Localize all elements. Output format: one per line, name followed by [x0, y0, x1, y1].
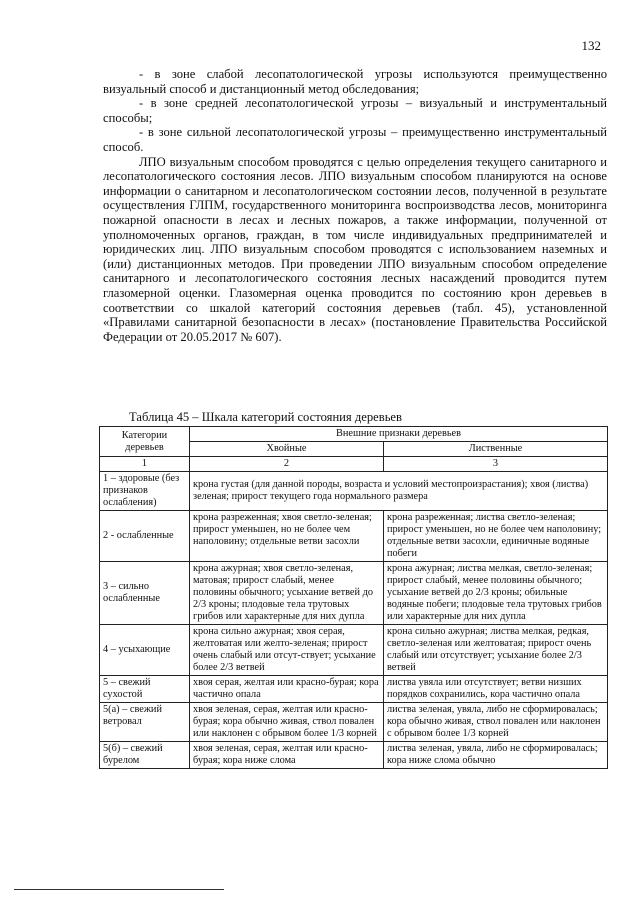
- body-text: [103, 67, 607, 344]
- header-coniferous: Хвойные: [190, 442, 384, 457]
- category-cell: 1 – здоровые (без признаков ослабления): [100, 472, 190, 511]
- footnote-divider: [14, 889, 224, 890]
- category-cell: 5(б) – свежий бурелом: [100, 742, 190, 769]
- deciduous-cell: крона ажурная; листва мелкая, светло-зеленая; прирост слабый, менее половины обычного; усыхание ветвей до 2/3 кроны; обильные водяные побеги; плодовые тела трутовых грибов или характерные для них дупла: [384, 562, 608, 625]
- header-signs: Внешние признаки деревьев: [190, 427, 608, 442]
- coniferous-cell: хвоя зеленая, серая, желтая или красно-бурая; кора обычно живая, ствол повален или наклонен с обрывом более 1/3 корней: [190, 703, 384, 742]
- table-row: [100, 511, 608, 562]
- deciduous-cell: листва зеленая, увяла, либо не сформировалась; кора обычно живая, ствол повален или наклонен с обрывом более 1/3 корней: [384, 703, 608, 742]
- category-cell: 2 - ослабленные: [100, 511, 190, 562]
- deciduous-cell: крона сильно ажурная; листва мелкая, редкая, светло-зеленая или желтоватая; прирост очень слабый или отсутствует; усыхание более 2/3 ветвей: [384, 625, 608, 676]
- column-number: 1: [100, 457, 190, 472]
- table-row: [100, 742, 608, 769]
- deciduous-cell: листва зеленая, увяла, либо не сформировалась; кора ниже слома обычно: [384, 742, 608, 769]
- table-row: [100, 676, 608, 703]
- deciduous-cell: крона разреженная; листва светло-зеленая; прирост уменьшен, но не более чем наполовину; отдельные ветви засохли, единичные водяные побеги: [384, 511, 608, 562]
- paragraph: - в зоне средней лесопатологической угрозы – визуальный и инструментальный способы;: [103, 96, 607, 125]
- column-number: 2: [190, 457, 384, 472]
- table-row: [100, 625, 608, 676]
- paragraph: - в зоне слабой лесопатологической угрозы используются преимущественно визуальный способ и дистанционный метод обследования;: [103, 67, 607, 96]
- coniferous-cell: крона сильно ажурная; хвоя серая, желтоватая или желто-зеленая; прирост очень слабый или отсут-ствует; усыхание более 2/3 ветвей: [190, 625, 384, 676]
- coniferous-cell: хвоя зеленая, серая, желтая или красно-бурая; кора ниже слома: [190, 742, 384, 769]
- coniferous-cell: хвоя серая, желтая или красно-бурая; кора частично опала: [190, 676, 384, 703]
- category-cell: 5 – свежий сухостой: [100, 676, 190, 703]
- table-row: [100, 562, 608, 625]
- category-cell: 5(а) – свежий ветровал: [100, 703, 190, 742]
- column-number: 3: [384, 457, 608, 472]
- table-header-row: [100, 427, 608, 442]
- header-deciduous: Лиственные: [384, 442, 608, 457]
- header-category: Категории деревьев: [100, 427, 190, 457]
- category-cell: 3 – сильно ослабленные: [100, 562, 190, 625]
- paragraph: ЛПО визуальным способом проводятся с целью определения текущего санитарного и лесопатологического состояния лесов. ЛПО визуальным способом планируются на основе информации о санитарном и лесопатологическом состоянии лесов, полученной в результате осуществления ГЛПМ, государственного мониторинга воспроизводства лесов, мониторинга пожарной опасности в лесах и лесных пожаров, а также информации, полученной от уполномоченных органов, граждан, в том числе индивидуальных предпринимателей и юридических лиц. ЛПО визуальным способом проводятся с использованием наземных и (или) дистанционных методов. При проведении ЛПО визуальным способом определение санитарного и лесопатологического состояния лесных насаждений проводится путем глазомерной оценки. Глазомерная оценка проводится по состоянию крон деревьев в соответствии со шкалой категорий состояния деревьев (табл. 45), установленной «Правилами санитарной безопасности в лесах» (постановление Правительства Российской Федерации от 20.05.2017 № 607).: [103, 154, 607, 344]
- signs-cell: крона густая (для данной породы, возраста и условий местопроизрастания); хвоя (листва) зеленая; прирост текущего года нормального размера: [190, 472, 608, 511]
- paragraph: - в зоне сильной лесопатологической угрозы – преимущественно инструментальный способ.: [103, 125, 607, 154]
- page-number: 132: [581, 38, 601, 53]
- table-number-row: [100, 457, 608, 472]
- coniferous-cell: крона разреженная; хвоя светло-зеленая; прирост уменьшен, но не более чем наполовину; отдельные ветви засохли: [190, 511, 384, 562]
- table-row: [100, 472, 608, 511]
- table-caption: Таблица 45 – Шкала категорий состояния деревьев: [129, 410, 402, 424]
- tree-condition-table: [99, 426, 608, 769]
- category-cell: 4 – усыхающие: [100, 625, 190, 676]
- deciduous-cell: листва увяла или отсутствует; ветви низших порядков сохранились, кора частично опала: [384, 676, 608, 703]
- table-row: [100, 703, 608, 742]
- coniferous-cell: крона ажурная; хвоя светло-зеленая, матовая; прирост слабый, менее половины обычного; усыхание ветвей до 2/3 кроны; плодовые тела трутовых грибов или характерные для них дупла: [190, 562, 384, 625]
